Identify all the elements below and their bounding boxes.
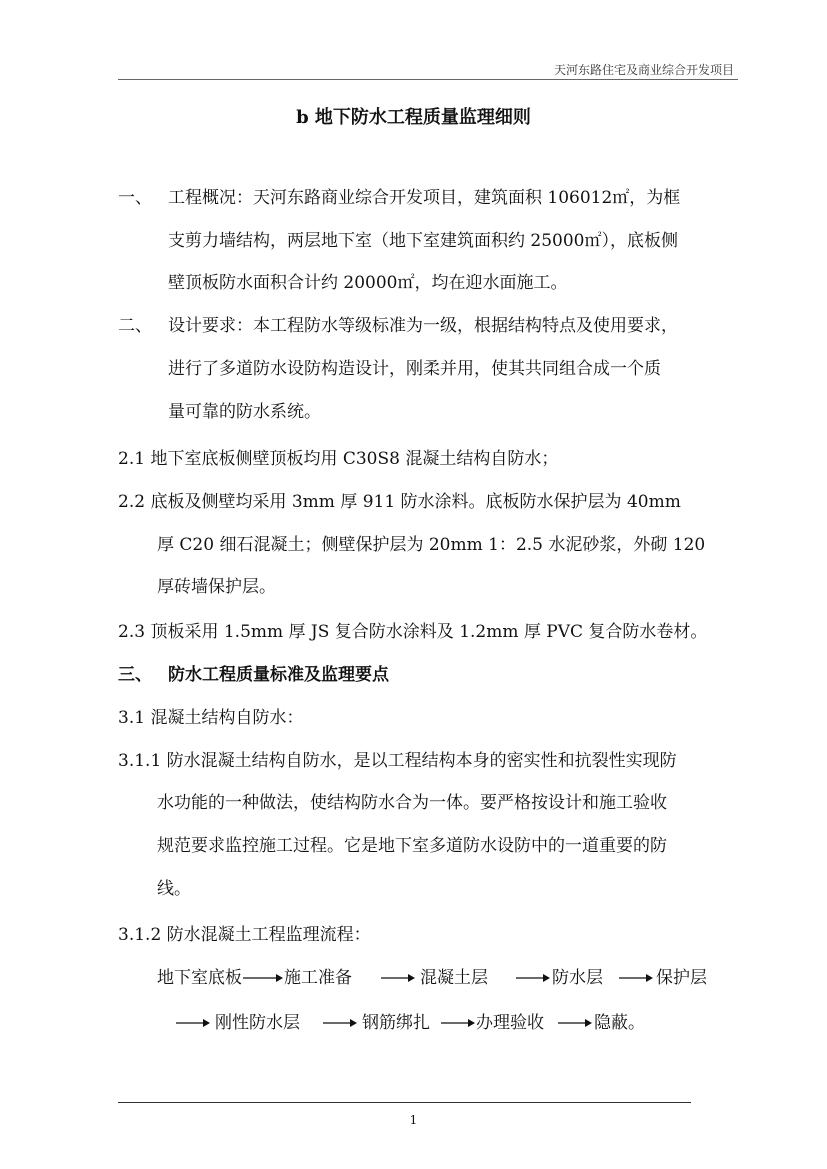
- paragraph-3-1-1-line-3: 规范要求监控施工过程。它是地下室多道防水设防中的一道重要的防: [157, 836, 667, 856]
- flow-step-concrete-layer: 混凝土层: [420, 968, 488, 988]
- arrow-right-icon: [380, 970, 416, 986]
- flow-step-basement-slab: 地下室底板: [157, 968, 242, 988]
- section-2-line-1: 设计要求：本工程防水等级标准为一级，根据结构特点及使用要求，: [168, 316, 678, 336]
- arrow-right-icon: [515, 970, 551, 986]
- paragraph-2-3: 2.3 顶板采用 1.5mm 厚 JS 复合防水涂料及 1.2mm 厚 PVC 复合防水卷材。: [118, 622, 708, 642]
- arrow-right-icon: [175, 1015, 211, 1031]
- paragraph-2-2-line-2: 厚 C20 细石混凝土；侧壁保护层为 20mm 1：2.5 水泥砂浆，外砌 120: [157, 535, 706, 555]
- section-3-number: 三、: [118, 665, 152, 685]
- flow-step-rigid-waterproof-layer: 刚性防水层: [215, 1013, 300, 1033]
- flow-step-protective-layer: 保护层: [656, 968, 707, 988]
- paragraph-3-1-1-line-4: 线。: [157, 879, 191, 899]
- page-number: 1: [409, 1113, 418, 1127]
- section-1-line-2: 支剪力墙结构，两层地下室（地下室建筑面积约 25000㎡），底板侧: [168, 231, 678, 251]
- paragraph-2-2-line-1: 2.2 底板及侧壁均采用 3mm 厚 911 防水涂料。底板防水保护层为 40mm: [118, 492, 681, 512]
- paragraph-3-1-2: 3.1.2 防水混凝土工程监理流程：: [118, 925, 371, 945]
- section-1-number: 一、: [118, 188, 152, 208]
- arrow-right-icon: [242, 970, 284, 986]
- section-2-line-3: 量可靠的防水系统。: [168, 402, 321, 422]
- section-3-title: 防水工程质量标准及监理要点: [168, 665, 389, 685]
- paragraph-2-1: 2.1 地下室底板侧壁顶板均用 C30S8 混凝土结构自防水；: [118, 449, 559, 469]
- arrow-right-icon: [440, 1015, 476, 1031]
- paragraph-2-2-line-3: 厚砖墙保护层。: [157, 577, 276, 597]
- section-2-number: 二、: [118, 316, 152, 336]
- running-header: 天河东路住宅及商业综合开发项目: [553, 63, 734, 77]
- document-title: b 地下防水工程质量监理细则: [296, 107, 531, 128]
- flow-step-waterproof-layer: 防水层: [552, 968, 603, 988]
- flow-step-construction-prep: 施工准备: [284, 968, 352, 988]
- arrow-right-icon: [618, 970, 654, 986]
- header-rule: [118, 79, 738, 80]
- arrow-right-icon: [557, 1015, 593, 1031]
- paragraph-3-1-1-line-1: 3.1.1 防水混凝土结构自防水，是以工程结构本身的密实性和抗裂性实现防: [118, 751, 677, 771]
- section-2-line-2: 进行了多道防水设防构造设计，刚柔并用，使其共同组合成一个质: [168, 359, 661, 379]
- flow-step-acceptance: 办理验收: [476, 1013, 544, 1033]
- paragraph-3-1: 3.1 混凝土结构自防水：: [118, 708, 304, 728]
- paragraph-3-1-1-line-2: 水功能的一种做法，使结构防水合为一体。要严格按设计和施工验收: [157, 793, 667, 813]
- arrow-right-icon: [322, 1015, 358, 1031]
- flow-step-concealment: 隐蔽。: [594, 1013, 645, 1033]
- flow-step-rebar-tying: 钢筋绑扎: [362, 1013, 430, 1033]
- footer-rule: [118, 1102, 691, 1103]
- section-1-line-3: 壁顶板防水面积合计约 20000㎡，均在迎水面施工。: [168, 273, 568, 293]
- section-1-line-1: 工程概况：天河东路商业综合开发项目，建筑面积 106012㎡，为框: [168, 188, 681, 208]
